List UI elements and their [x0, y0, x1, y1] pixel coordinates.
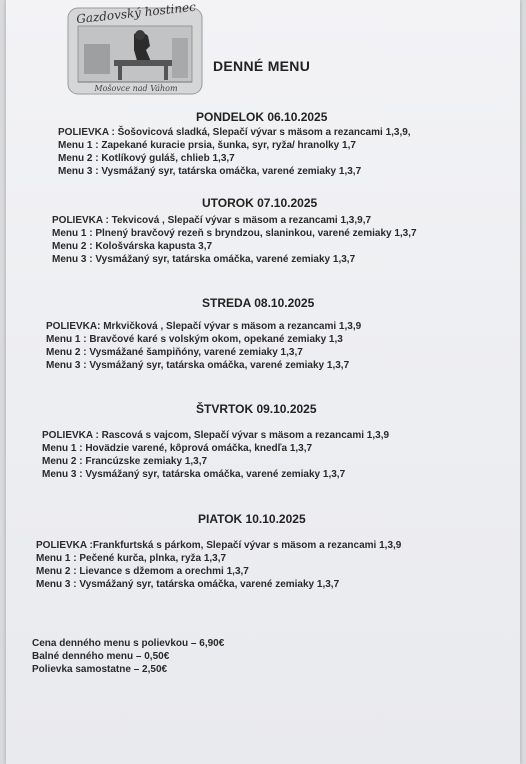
day-heading-tuesday: UTOROK 07.10.2025 — [202, 196, 318, 210]
menu-line: Menu 1 : Hovädzie varené, kôprová omáčka, knedľa 1,3,7 — [42, 443, 313, 454]
price-line: Polievka samostatne – 2,50€ — [32, 664, 168, 675]
price-line: Balné denného menu – 0,50€ — [32, 651, 170, 662]
price-line: Cena denného menu s polievkou – 6,90€ — [32, 638, 225, 649]
menu-line: Menu 2 : Francúzske zemiaky 1,3,7 — [42, 456, 208, 467]
day-heading-thursday: ŠTVRTOK 09.10.2025 — [196, 402, 317, 416]
menu-line: Menu 1 : Plnený bravčový rezeň s bryndzou, slaninkou, varené zemiaky 1,3,7 — [52, 228, 417, 239]
menu-line: POLIEVKA : Šošovicová sladká, Slepačí vývar s mäsom a rezancami 1,3,9, — [58, 127, 411, 138]
menu-line: POLIEVKA :Frankfurtská s párkom, Slepačí vývar s mäsom a rezancami 1,3,9 — [36, 540, 402, 551]
menu-line: POLIEVKA: Mrkvičková , Slepačí vývar s mäsom a rezancami 1,3,9 — [46, 321, 362, 332]
menu-line: POLIEVKA : Rascová s vajcom, Slepačí vývar s mäsom a rezancami 1,3,9 — [42, 430, 390, 441]
day-heading-monday: PONDELOK 06.10.2025 — [196, 110, 328, 124]
menu-line: Menu 1 : Pečené kurča, plnka, ryža 1,3,7 — [36, 553, 227, 564]
menu-line: Menu 2 : Vysmážané šampiňóny, varené zemiaky 1,3,7 — [46, 347, 303, 358]
day-heading-friday: PIATOK 10.10.2025 — [198, 512, 306, 526]
page-title: DENNÉ MENU — [213, 58, 311, 74]
menu-line: Menu 3 : Vysmážaný syr, tatárska omáčka, varené zemiaky 1,3,7 — [42, 469, 346, 480]
logo-top-text: Gazdovský hostinec — [75, 0, 197, 27]
restaurant-logo — [64, 0, 206, 98]
menu-line: Menu 1 : Zapekané kuracie prsia, šunka, syr, ryža/ hranolky 1,7 — [58, 140, 356, 151]
menu-line: Menu 2 : Lievance s džemom a orechmi 1,3,7 — [36, 566, 249, 577]
menu-line: Menu 3 : Vysmážaný syr, tatárska omáčka, varené zemiaky 1,3,7 — [52, 254, 356, 265]
menu-line: Menu 3 : Vysmážaný syr, tatárska omáčka, varené zemiaky 1,3,7 — [46, 360, 350, 371]
menu-line: Menu 2 : Kotlíkový guláš, chlieb 1,3,7 — [58, 153, 235, 164]
menu-line: Menu 2 : Kološvárska kapusta 3,7 — [52, 241, 213, 252]
logo-bottom-text: Mošovce nad Váhom — [94, 84, 178, 93]
menu-paper — [6, 0, 520, 764]
menu-line: Menu 1 : Bravčové karé s volským okom, opekané zemiaky 1,3 — [46, 334, 343, 345]
menu-line: Menu 3 : Vysmážaný syr, tatárska omáčka, varené zemiaky 1,3,7 — [36, 579, 340, 590]
menu-line: POLIEVKA : Tekvicová , Slepačí vývar s mäsom a rezancami 1,3,9,7 — [52, 215, 372, 226]
menu-line: Menu 3 : Vysmážaný syr, tatárska omáčka, varené zemiaky 1,3,7 — [58, 166, 362, 177]
day-heading-wednesday: STREDA 08.10.2025 — [202, 296, 315, 310]
